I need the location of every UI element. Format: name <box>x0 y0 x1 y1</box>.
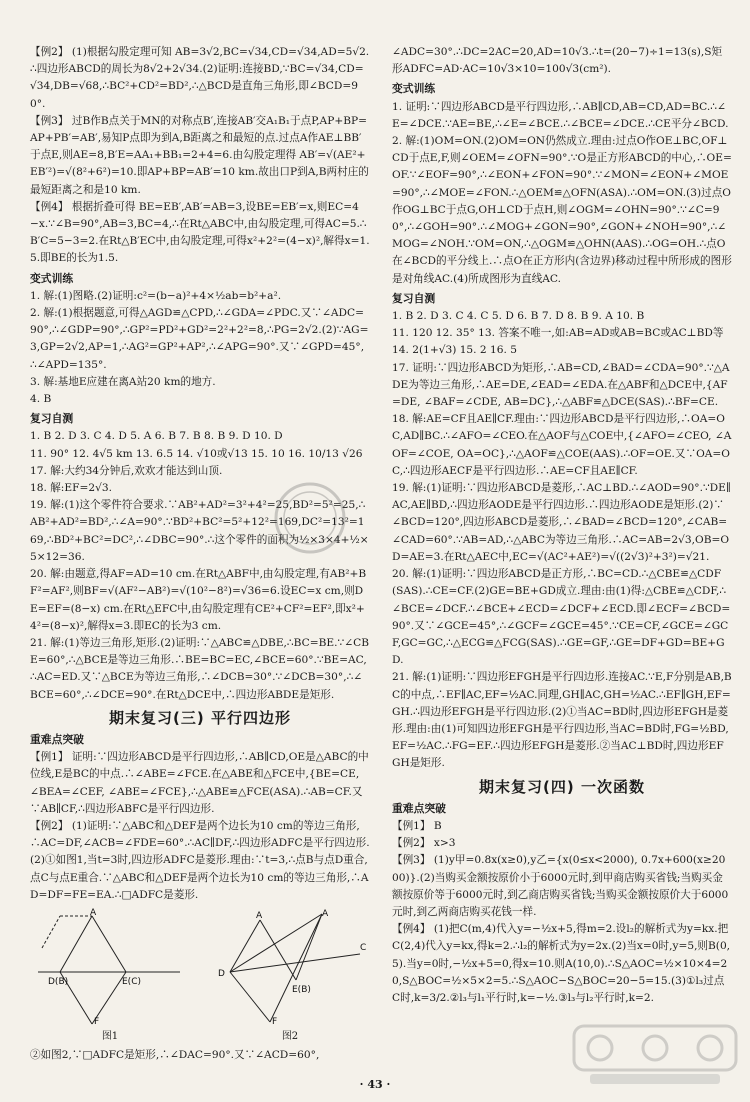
self-test-answer-17: 17. 解:大约34分钟后,欢欢才能达到山顶. <box>30 464 223 477</box>
section-heading-self-test: 复习自测 <box>30 412 74 426</box>
self-test-answer-20: 20. 解:(1)证明:∵四边形ABCD是正方形,∴BC=CD.∴△CBE≌△CDF(SAS).∴CE=CF.(2)GE=BE+GD成立.理由:由(1)得:△CBE≌△CDF,∴∠BCE=∠DCF.∴∠BCE+∠ECD=∠DCF+∠ECD.即∠ECF=∠BCD=90°.又∵∠GCE=45°,∴∠GCF=∠GCE=45°.∵CE=CF,∠GCE=∠GCF,GC=GC,∴△ECG≌△FCG(SAS).∴GE=GF,∴GE=DF+GD=BE+GD. <box>392 568 731 667</box>
ch4-example-2-answer: 【例2】 x>3 <box>392 837 456 850</box>
ch4-example-4-answer: 【例4】 (1)把C(m,4)代入y=−½x+5,得m=2.设l₂的解析式为y=kx.把C(2,4)代入y=kx,得k=2.∴l₂的解析式为y=2x.(2)当x=0时,y=5,则B(0,5).当y=0时,−½x+5=0,得x=10.则A(10,0).∴S△AOC=½×10×4=20,S△BOC=½×5×2=5.∴S△AOC−S△BOC=20−5=15.(3)①l₃过点C时,k=3/2.②l₃与l₁平行时,k=−½.③l₃与l₂平行时,k=2. <box>392 923 731 1004</box>
self-test-answer-21: 21. 解:(1)等边三角形,矩形.(2)证明:∵△ABC≌△DBE,∴BC=BE.∵∠CBE=60°,∴△BCE是等边三角形.∴BE=BC=EC,∠BCE=60°.∵BE=AC,∴AC=ED.又∵△BCE为等边三角形,∴∠DCB=30°.∵∠DCB=30°,∴∠BCE=60°,∴∠DCE=90°.在Rt△DCE中,∴四边形ABDE是矩形. <box>30 636 370 701</box>
page-number: · 43 · <box>359 1078 391 1091</box>
section-heading-key-points: 重难点突破 <box>30 732 84 746</box>
figure-2-caption: 图2 <box>281 1030 299 1042</box>
self-test-answer-21: 21. 解:(1)证明:∵四边形EFGH是平行四边形.连接AC.∵E,F分别是AB,BC的中点,∴EF∥AC,EF=½AC.同理,GH∥AC,GH=½AC.∴EF∥GH,EF=GH.∴四边形EFGH是平行四边形.(2)①当AC=BD时,四边形EFGH是菱形.理由:由(1)可知四边形EFGH是平行四边形,当AC=BD时,FG=½BD,EF=½AC.∴FG=EF.∴四边形EFGH是菱形.②当AC⊥BD时,四边形EFGH是矩形. <box>392 671 732 770</box>
svg-text:C: C <box>360 942 367 953</box>
svg-text:A: A <box>90 907 97 918</box>
variant-answer-4: 4. B <box>30 393 52 406</box>
variant-answer-1: 1. 解:(1)图略.(2)证明:c²=(b−a)²+4×½ab=b²+a². <box>30 289 282 302</box>
figure-1-diagram <box>30 908 190 1028</box>
figure-2 <box>210 908 370 1045</box>
variant-answer-2: 2. 解:(1)根据题意,可得△AGD≌△CPD,∴∠GDA=∠PDC.又∵∠ADC=90°,∴∠GDP=90°,∴GP²=PD²+GD²=2²+2²=8,∴PG=2√2.(2)∵AG=3,GP=2√2,AP=1,∴AG²=GP²+AP²,∴∠APG=90°.又∵∠GPD=45°,∴∠APD=135°. <box>30 307 369 371</box>
self-test-answer-19: 19. 解:(1)这个零件符合要求.∵AB²+AD²=3²+4²=25,BD²=5²=25,∴AB²+AD²=BD²,∴∠A=90°.∵BD²+BC²=5²+12²=169,DC²=13²=169,∴BD²+BC²=DC²,∴∠DBC=90°.∴这个零件的面积为½×3×4+½×5×12=36. <box>30 499 369 563</box>
svg-text:E(B): E(B) <box>292 984 311 995</box>
watermark-logo-icon <box>570 1020 740 1090</box>
figure-1-caption: 图1 <box>101 1030 119 1042</box>
self-test-answer-20: 20. 解:由题意,得AF=AD=10 cm.在Rt△ABF中,由勾股定理,有AB²+BF²=AF²,则BF=√(AF²−AB²)=√(10²−8²)=√36=6.设EC=x cm,则DE=EF=(8−x) cm.在Rt△EFC中,由勾股定理有CE²+CF²=EF²,即x²+4²=(8−x)²,解得x=3.即EC的长为3 cm. <box>30 568 367 632</box>
self-test-choices: 1. B 2. D 3. C 4. D 5. A 6. B 7. B 8. B 9. D 10. D <box>30 430 283 443</box>
svg-text:D(B): D(B) <box>48 976 69 987</box>
example-2-answer: 【例2】 (1)根据勾股定理可知 AB=3√2,BC=√34,CD=√34,AD=5√2.∴四边形ABCD的周长为8√2+2√34.(2)证明:连接BD,∵BC=√34,CD=√34,DB=√68,∴BC²+CD²=BD²,∴△BCD是直角三角形,即∠BCD=90°. <box>30 46 370 110</box>
ch3-example-2-part2: ②如图2,∵□ADFC是矩形,∴∠DAC=90°.又∵∠ACD=60°, <box>30 1049 320 1062</box>
section-heading-variant-training: 变式训练 <box>392 82 436 96</box>
figure-2-diagram <box>210 908 370 1028</box>
svg-text:A: A <box>322 908 329 919</box>
self-test-fill-blanks: 11. 120 12. 35° 13. 答案不唯一,如:AB=AD或AB=BC或AC⊥BD等 14. 2(1+√3) 15. 2 16. 5 <box>392 327 724 357</box>
self-test-choices: 1. B 2. D 3. C 4. C 5. D 6. B 7. D 8. B 9. A 10. B <box>392 310 645 323</box>
self-test-answer-18: 18. 解:EF=2√3. <box>30 482 112 495</box>
ch3-example-2-continued: ∠ADC=30°.∴DC=2AC=20,AD=10√3.∴t=(20−7)÷1=13(s),S矩形ADFC=AD·AC=10√3×10=100√3(cm²). <box>392 46 723 76</box>
svg-text:F: F <box>272 1016 278 1027</box>
svg-text:D: D <box>218 968 225 979</box>
chapter-title-3: 期末复习(三) 平行四边形 <box>109 708 291 727</box>
example-4-answer: 【例4】 根据折叠可得 BE=EB′,AB′=AB=3,设BE=EB′=x,则EC=4−x.∵∠B=90°,AB=3,BC=4,∴在Rt△ABC中,由勾股定理,可得AC=5.∴B′C=5−3=2.在Rt△B′EC中,由勾股定理,可得x²+2²=(4−x)²,解得x=1.5.即BE的长为1.5. <box>30 200 370 265</box>
chapter-title-4: 期末复习(四) 一次函数 <box>479 777 645 796</box>
svg-text:A: A <box>256 910 263 921</box>
ch3-example-1-answer: 【例1】 证明:∵四边形ABCD是平行四边形,∴AB∥CD,OE是△ABC的中位线,E是BC的中点.∴∠ABE=∠FCE.在△ABE和△FCE中,{BE=CE, ∠BEA=∠CEF, ∠ABE=∠FCE},∴△ABE≌△FCE(ASA).∴AB=CF.又∵AB∥CF,∴四边形ABFC是平行四边形. <box>30 751 369 815</box>
self-test-answer-18: 18. 解:AE=CF且AE∥CF.理由:∵四边形ABCD是平行四边形,∴OA=OC,AD∥BC.∴∠AFO=∠CEO.在△AOF与△COE中,{∠AFO=∠CEO, ∠AOF=∠COE, OA=OC},∴△AOF≌△COE(AAS).∴OF=OE.又∵OA=OC,∴四边形AECF是平行四边形.∴AE=CF且AE∥CF. <box>392 413 732 477</box>
svg-text:E(C): E(C) <box>122 976 141 987</box>
example-3-answer: 【例3】 过B作B点关于MN的对称点B′,连接AB′交A₁B₁于点P,AP+BP=AP+PB′=AB′,易知P点即为到A,B距离之和最短的点.过点A作AE⊥BB′于点E,则AE=8,B′E=AA₁+BB₁=2+4=6.由勾股定理得 AB′=√(AE²+EB′²)=√(8²+6²)=10.即AP+BP=AB′=10 km.故出口P到A,B两村庄的最短距离之和是10 km. <box>30 114 369 196</box>
figure-1 <box>30 908 190 1045</box>
svg-text:F: F <box>94 1016 100 1027</box>
self-test-fill-blanks: 11. 90° 12. 4√5 km 13. 6.5 14. √10或√13 15. 10 16. 10/13 √26 <box>30 447 363 460</box>
self-test-answer-19: 19. 解:(1)证明:∵四边形ABCD是菱形,∴AC⊥BD.∴∠AOD=90°.∵DE∥AC,AE∥BD,∴四边形AODE是平行四边形.∴四边形AODE是矩形.(2)∵∠BCD=120°,四边形ABCD是菱形,∴∠BAD=∠BCD=120°,∠CAB=∠CAD=60°.∵AB=AD,∴△ABC为等边三角形.∴AC=AB=2√3,OB=OD=AE=3.在Rt△AEC中,EC=√(AC²+AE²)=√((2√3)²+3²)=√21. <box>392 482 731 563</box>
section-heading-key-points: 重难点突破 <box>392 801 446 815</box>
stamp-seal-icon <box>270 478 350 558</box>
ch4-example-3-answer: 【例3】 (1)y甲=0.8x(x≥0),y乙={x(0≤x<2000), 0.7x+600(x≥2000)}.(2)当购买金额按原价小于6000元时,到甲商店购买省钱;当购买金额按原价等于6000元时,到乙商店购买省钱;当购买金额按原价大于6000元时,到乙两商店购买花钱一样. <box>392 854 729 918</box>
variant-answer-1: 1. 证明:∵四边形ABCD是平行四边形,∴AB∥CD,AB=CD,AD=BC.∴∠E=∠DCE.∵AE=BE,∴∠E=∠BCE.∴∠BCE=∠DCE.∴CE平分∠BCD. <box>392 100 729 130</box>
self-test-answer-17: 17. 证明:∵四边形ABCD为矩形,∴AB=CD,∠BAD=∠CDA=90°.∵△ADE为等边三角形,∴AE=DE,∠EAD=∠EDA.在△ABF和△DCE中,{AF=DE, ∠BAF=∠CDE, AB=DC},∴△ABF≌△DCE(SAS).∴BF=CE. <box>392 361 730 409</box>
section-heading-self-test: 复习自测 <box>392 291 436 305</box>
figures-row <box>30 908 370 1045</box>
right-column <box>392 44 732 1007</box>
variant-answer-3: 3. 解:基地E应建在离A站20 km的地方. <box>30 375 216 388</box>
section-heading-variant-training: 变式训练 <box>30 271 74 285</box>
ch4-example-1-answer: 【例1】 B <box>392 819 442 832</box>
ch3-example-2-answer: 【例2】 (1)证明:∵△ABC和△DEF是两个边长为10 cm的等边三角形,∴AC=DF,∠ACB=∠FDE=60°.∴AC∥DF,∴四边形ADFC是平行四边形.(2)①如图1,当t=3时,四边形ADFC是菱形.理由:∵t=3,∴点B与点D重合,点C与点E重合.∵△ABC和△DEF是两个边长为10 cm的等边三角形,∴AD=DF=FE=EA.∴□ADFC是菱形. <box>30 819 370 901</box>
variant-answer-2: 2. 解:(1)OM=ON.(2)OM=ON仍然成立.理由:过点O作OE⊥BC,OF⊥CD于点E,F,则∠OEM=∠OFN=90°.∵O是正方形ABCD的中心,∴OE=OF.∵∠EOF=90°,∴∠EON+∠FON=90°.∵∠MON=∠EON+∠MOE=90°,∴∠MOE=∠FON.∴△OEM≌△OFN(ASA).∴OM=ON.(3)过点O作OG⊥BC于点G,OH⊥CD于点H,则∠OGM=∠OHN=90°.∵∠C=90°,∴∠GOH=90°.∴∠MOG+∠GON=90°,∠GON+∠NOH=90°,∴∠MOG=∠NOH.∵OM=ON,∴△OGM≌△OHN(AAS).∴OG=OH.∴点O在∠BCD的平分线上.∴点O在正方形内(含边界)移动过程中所形成的图形是对角线AC.(4)所成图形为直线AC. <box>392 135 732 285</box>
